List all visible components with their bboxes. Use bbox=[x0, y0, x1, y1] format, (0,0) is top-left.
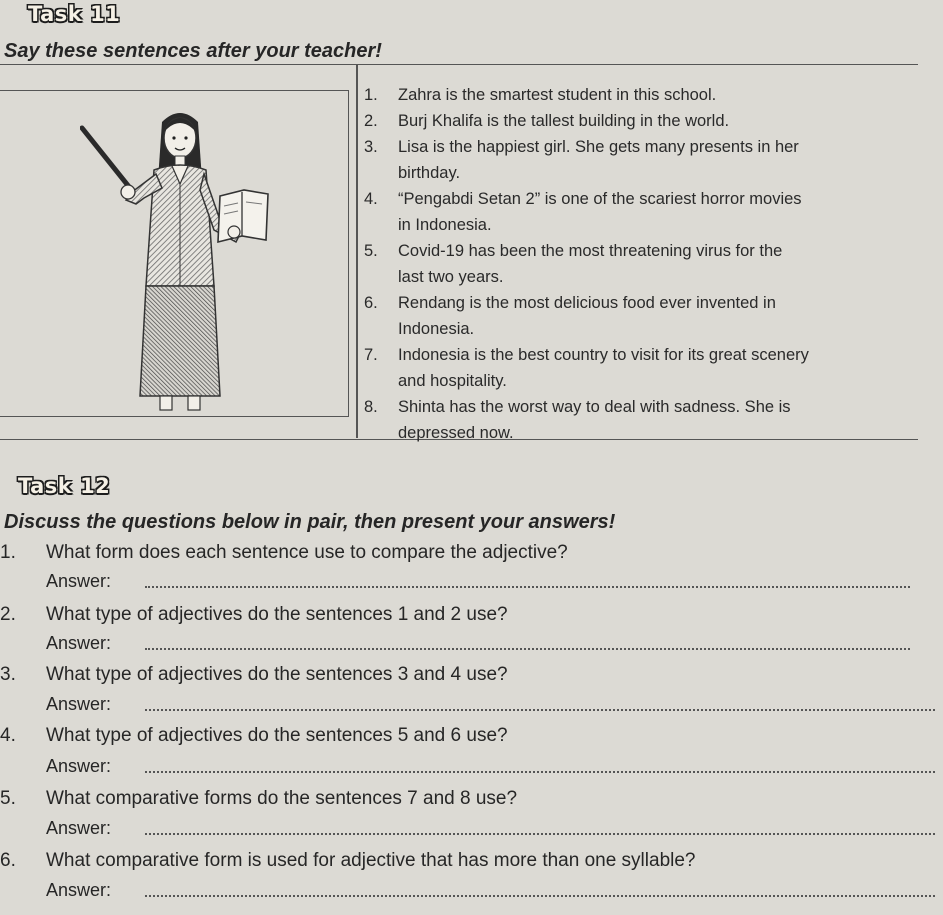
answer-label-2: Answer: bbox=[46, 633, 112, 653]
answer-line-2[interactable] bbox=[145, 648, 910, 650]
answer-line-4[interactable] bbox=[145, 771, 935, 773]
question-5: 5. What comparative forms do the sentences 7 and 8 use? bbox=[0, 788, 518, 809]
answer-line-5[interactable] bbox=[145, 833, 935, 835]
task-11-instruction: Say these sentences after your teacher! bbox=[4, 40, 382, 62]
answer-label-1: Answer: bbox=[46, 571, 112, 591]
answer-label-6: Answer: bbox=[46, 880, 112, 900]
sentence-4: 4. “Pengabdi Setan 2” is one of the scariest horror movies in Indonesia. bbox=[364, 190, 802, 234]
box-divider bbox=[356, 64, 358, 438]
sentence-8: 8. Shinta has the worst way to deal with sadness. She is depressed now. bbox=[364, 398, 791, 442]
question-6: 6. What comparative form is used for adjective that has more than one syllable? bbox=[0, 850, 696, 871]
answer-line-1[interactable] bbox=[145, 586, 910, 588]
teacher-illustration bbox=[80, 100, 280, 412]
answer-line-6[interactable] bbox=[145, 895, 935, 897]
sentence-3: 3. Lisa is the happiest girl. She gets many presents in her birthday. bbox=[364, 138, 799, 182]
question-3: 3. What type of adjectives do the sentences 3 and 4 use? bbox=[0, 664, 508, 685]
sentence-1: 1. Zahra is the smartest student in this school. bbox=[364, 86, 717, 104]
answer-line-3[interactable] bbox=[145, 709, 935, 711]
sentence-list bbox=[364, 82, 909, 446]
sentence-7: 7. Indonesia is the best country to visit for its great scenery and hospitality. bbox=[364, 346, 809, 390]
sentence-6: 6. Rendang is the most delicious food ever invented in Indonesia. bbox=[364, 294, 776, 338]
answer-label-3: Answer: bbox=[46, 694, 112, 714]
sentence-2: 2. Burj Khalifa is the tallest building in the world. bbox=[364, 112, 730, 130]
task-12-instruction: Discuss the questions below in pair, then present your answers! bbox=[4, 511, 616, 533]
question-2: 2. What type of adjectives do the sentences 1 and 2 use? bbox=[0, 604, 508, 625]
question-4: 4. What type of adjectives do the sentences 5 and 6 use? bbox=[0, 725, 508, 746]
question-1: 1. What form does each sentence use to compare the adjective? bbox=[0, 542, 568, 563]
task-12-badge: Task 12 bbox=[18, 474, 111, 498]
sentence-5: 5. Covid-19 has been the most threatening virus for the last two years. bbox=[364, 242, 783, 286]
answer-label-4: Answer: bbox=[46, 756, 112, 776]
answer-label-5: Answer: bbox=[46, 818, 112, 838]
task-11-badge: Task 11 bbox=[28, 2, 121, 26]
